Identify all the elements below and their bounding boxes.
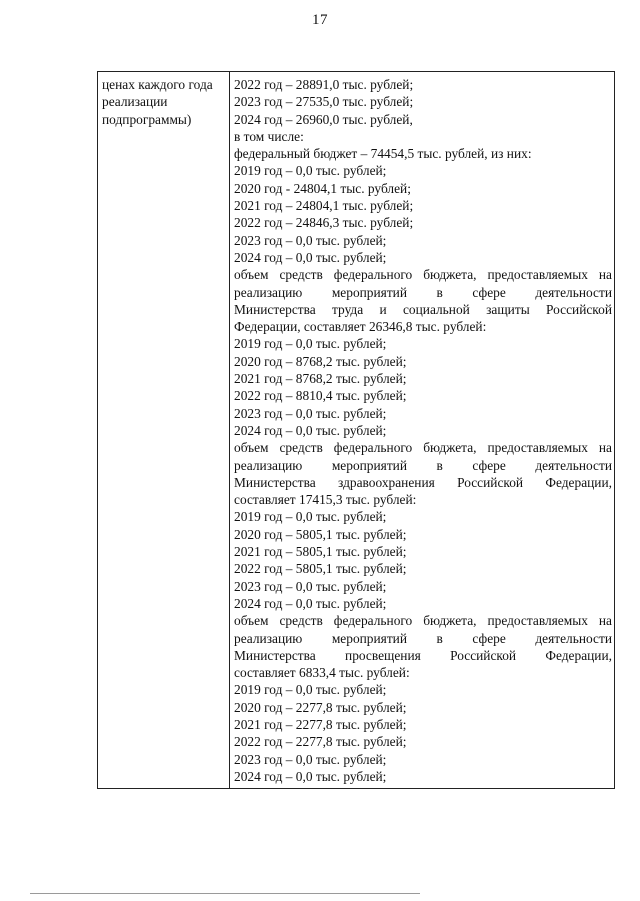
content-line: 2022 год – 24846,3 тыс. рублей;	[234, 215, 414, 231]
content-line: 2020 год - 24804,1 тыс. рублей;	[234, 180, 411, 196]
content-line: 2024 год – 0,0 тыс. рублей;	[234, 249, 387, 265]
budget-table	[97, 71, 615, 789]
label-line: реализации	[102, 94, 168, 110]
content-line: 2023 год – 0,0 тыс. рублей;	[234, 232, 387, 248]
content-line: 2024 год – 26960,0 тыс. рублей,	[234, 111, 413, 127]
label-line: подпрограммы)	[102, 111, 192, 127]
content-line: 2023 год – 0,0 тыс. рублей;	[234, 405, 387, 421]
table-content-cell	[234, 76, 612, 785]
content-line: 2019 год – 0,0 тыс. рублей;	[234, 509, 387, 525]
content-line: 2019 год – 0,0 тыс. рублей;	[234, 682, 387, 698]
content-line: 2019 год – 0,0 тыс. рублей;	[234, 336, 387, 352]
table-label-cell	[102, 76, 226, 128]
content-line: 2021 год – 8768,2 тыс. рублей;	[234, 371, 407, 387]
content-line: Министерства труда и социальной защиты Российской	[234, 301, 612, 317]
content-line: 2021 год – 5805,1 тыс. рублей;	[234, 544, 407, 560]
page-number: 17	[312, 12, 328, 28]
content-line: 2024 год – 0,0 тыс. рублей;	[234, 768, 387, 784]
content-line: 2020 год – 2277,8 тыс. рублей;	[234, 699, 407, 715]
label-line: ценах каждого года	[102, 77, 213, 92]
content-line: 2022 год – 2277,8 тыс. рублей;	[234, 734, 407, 750]
content-line: федеральный бюджет – 74454,5 тыс. рублей, из них:	[234, 146, 532, 162]
content-line: 2022 год – 8810,4 тыс. рублей;	[234, 388, 407, 404]
content-line: 2023 год – 27535,0 тыс. рублей;	[234, 94, 414, 110]
content-line: 2023 год – 0,0 тыс. рублей;	[234, 578, 387, 594]
content-line: Министерства здравоохранения Российской Федерации,	[234, 474, 612, 490]
content-line: Министерства просвещения Российской Федерации,	[234, 647, 612, 663]
content-line: реализацию мероприятий в сфере деятельности	[234, 630, 612, 646]
content-line: объем средств федерального бюджета, предоставляемых на	[234, 440, 612, 456]
content-line: 2020 год – 8768,2 тыс. рублей;	[234, 353, 407, 369]
content-line: 2019 год – 0,0 тыс. рублей;	[234, 163, 387, 179]
footer-rule	[30, 893, 420, 894]
content-line: реализацию мероприятий в сфере деятельности	[234, 284, 612, 300]
content-line: составляет 6833,4 тыс. рублей:	[234, 665, 410, 681]
content-line: 2020 год – 5805,1 тыс. рублей;	[234, 526, 407, 542]
content-line: 2023 год – 0,0 тыс. рублей;	[234, 751, 387, 767]
content-line: объем средств федерального бюджета, предоставляемых на	[234, 267, 612, 283]
content-line: 2021 год – 24804,1 тыс. рублей;	[234, 198, 414, 214]
content-line: 2021 год – 2277,8 тыс. рублей;	[234, 716, 407, 732]
content-line: составляет 17415,3 тыс. рублей:	[234, 492, 417, 508]
content-line: Федерации, составляет 26346,8 тыс. рублей:	[234, 319, 487, 335]
content-line: 2022 год – 28891,0 тыс. рублей;	[234, 77, 414, 92]
content-line: 2024 год – 0,0 тыс. рублей;	[234, 422, 387, 438]
content-line: 2022 год – 5805,1 тыс. рублей;	[234, 561, 407, 577]
content-line: 2024 год – 0,0 тыс. рублей;	[234, 595, 387, 611]
column-divider	[229, 72, 230, 788]
content-line: объем средств федерального бюджета, предоставляемых на	[234, 613, 612, 629]
content-line: реализацию мероприятий в сфере деятельности	[234, 457, 612, 473]
content-line: в том числе:	[234, 128, 304, 144]
